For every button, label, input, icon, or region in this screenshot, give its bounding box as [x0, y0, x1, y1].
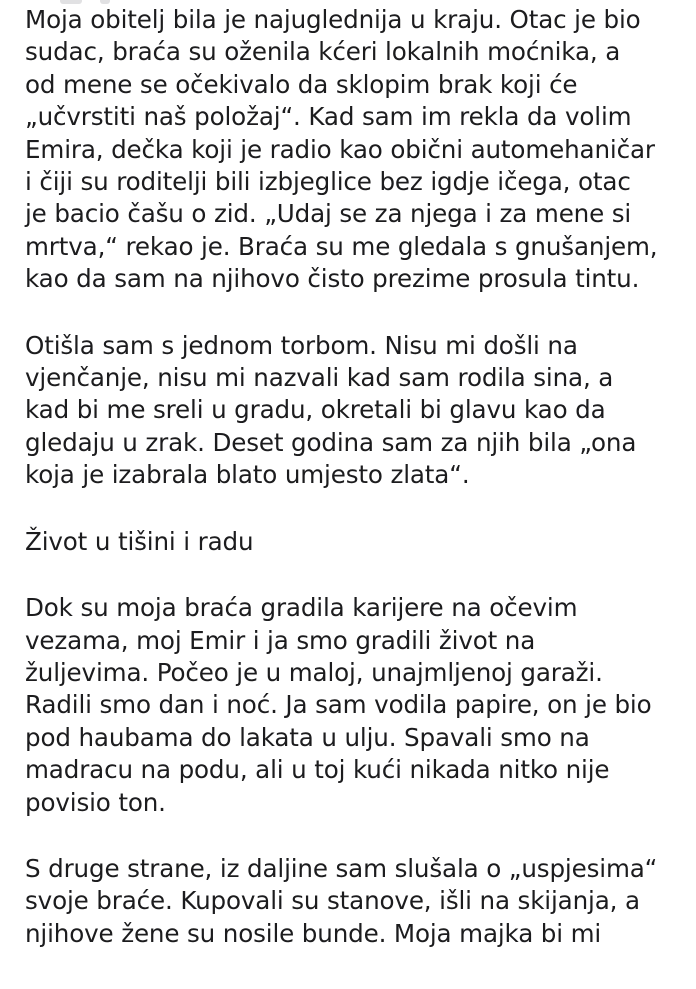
- section-heading-text: Život u tišini i radu: [25, 526, 254, 556]
- paragraph-line: je bacio čašu o zid. „Udaj se za njega i za mene si: [25, 199, 632, 229]
- paragraph-line: povisio ton.: [25, 787, 166, 817]
- paragraph-line: žuljevima. Počeo je u maloj, unajmljenoj garaži.: [25, 657, 603, 687]
- paragraph-3: [25, 592, 685, 819]
- paragraph-line: od mene se očekivalo da sklopim brak koji će: [25, 69, 578, 99]
- paragraph-line: „učvrstiti naš položaj“. Kad sam im rekla da volim: [25, 102, 632, 132]
- paragraph-line: vezama, moj Emir i ja smo gradili život na: [25, 625, 536, 655]
- paragraph-line: koja je izabrala blato umjesto zlata“.: [25, 460, 470, 490]
- paragraph-4: [25, 853, 685, 950]
- paragraph-line: svoje braće. Kupovali su stanove, išli na skijanja, a: [25, 886, 640, 916]
- paragraph-1: [25, 4, 685, 296]
- paragraph-line: Radili smo dan i noć. Ja sam vodila papire, on je bio: [25, 690, 652, 720]
- paragraph-line: gledaju u zrak. Deset godina sam za njih bila „ona: [25, 427, 637, 457]
- paragraph-line: pod haubama do lakata u ulju. Spavali smo na: [25, 722, 590, 752]
- paragraph-line: i čiji su roditelji bili izbjeglice bez igdje ičega, otac: [25, 167, 631, 197]
- paragraph-line: Dok su moja braća gradila karijere na očevim: [25, 593, 578, 623]
- paragraph-line: S druge strane, iz daljine sam slušala o „uspjesima“: [25, 853, 658, 883]
- section-heading: [25, 526, 685, 558]
- paragraph-line: kad bi me sreli u gradu, okretali bi glavu kao da: [25, 395, 606, 425]
- paragraph-line: kao da sam na njihovo čisto prezime prosula tintu.: [25, 264, 640, 294]
- paragraph-line: Moja obitelj bila je najuglednija u kraju. Otac je bio: [25, 5, 641, 34]
- paragraph-line: mrtva,“ rekao je. Braća su me gledala s gnušanjem,: [25, 231, 658, 261]
- paragraph-line: sudac, braća su oženila kćeri lokalnih moćnika, a: [25, 37, 621, 67]
- paragraph-2: [25, 330, 685, 492]
- paragraph-line: madracu na podu, ali u toj kući nikada nitko nije: [25, 755, 610, 785]
- paragraph-line: vjenčanje, nisu mi nazvali kad sam rodila sina, a: [25, 363, 614, 393]
- paragraph-line: njihove žene su nosile bunde. Moja majka bi mi: [25, 918, 602, 948]
- article-body: [25, 4, 685, 984]
- paragraph-line: Emira, dečka koji je radio kao obični automehaničar: [25, 134, 655, 164]
- paragraph-line: Otišla sam s jednom torbom. Nisu mi došli na: [25, 330, 578, 360]
